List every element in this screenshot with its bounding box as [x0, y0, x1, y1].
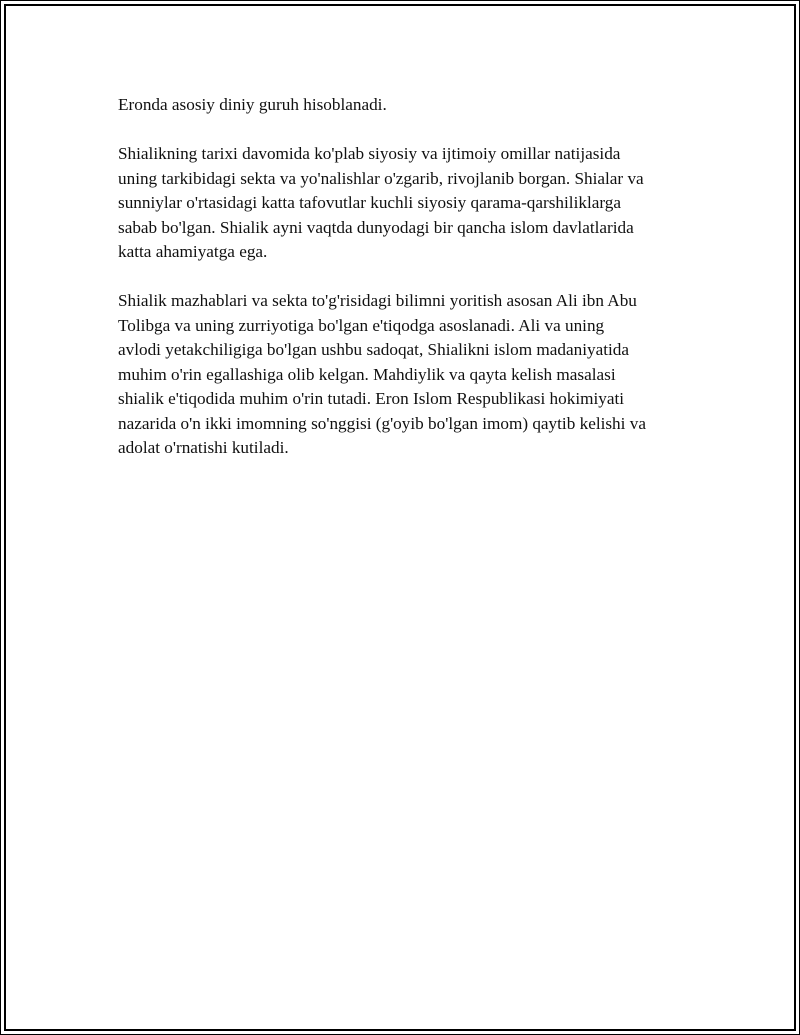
text-line: Shialik mazhablari va sekta to'g'risidagi bilimni yoritish asosan Ali ibn Abu [118, 291, 637, 310]
document-body [118, 93, 698, 485]
text-line: adolat o'rnatishi kutiladi. [118, 438, 289, 457]
paragraph-3 [118, 289, 698, 461]
text-line: muhim o'rin egallashiga olib kelgan. Mahdiylik va qayta kelish masalasi [118, 364, 616, 384]
text-line: uning tarkibidagi sekta va yo'nalishlar o'zgarib, rivojlanib borgan. Shialar va [118, 168, 644, 188]
text-line: katta ahamiyatga ega. [118, 242, 268, 261]
text-line: Shialikning tarixi davomida ko'plab siyosiy va ijtimoiy omillar natijasida [118, 144, 621, 163]
text-line: sunniylar o'rtasidagi katta tafovutlar kuchli siyosiy qarama-qarshiliklarga [118, 193, 621, 212]
text-line: nazarida o'n ikki imomning so'nggisi (g'oyib bo'lgan imom) qaytib kelishi va [118, 413, 646, 433]
text-line: sabab bo'lgan. Shialik ayni vaqtda dunyodagi bir qancha islom davlatlarida [118, 217, 634, 237]
text-line: avlodi yetakchiligiga bo'lgan ushbu sadoqat, Shialikni islom madaniyatida [118, 340, 629, 359]
paragraph-1 [118, 93, 698, 118]
paragraph-2 [118, 142, 698, 265]
text-line: shialik e'tiqodida muhim o'rin tutadi. Eron Islom Respublikasi hokimiyati [118, 389, 625, 408]
text-line: Tolibga va uning zurriyotiga bo'lgan e'tiqodga asoslanadi. Ali va uning [118, 315, 605, 335]
text-line: Eronda asosiy diniy guruh hisoblanadi. [118, 95, 387, 114]
